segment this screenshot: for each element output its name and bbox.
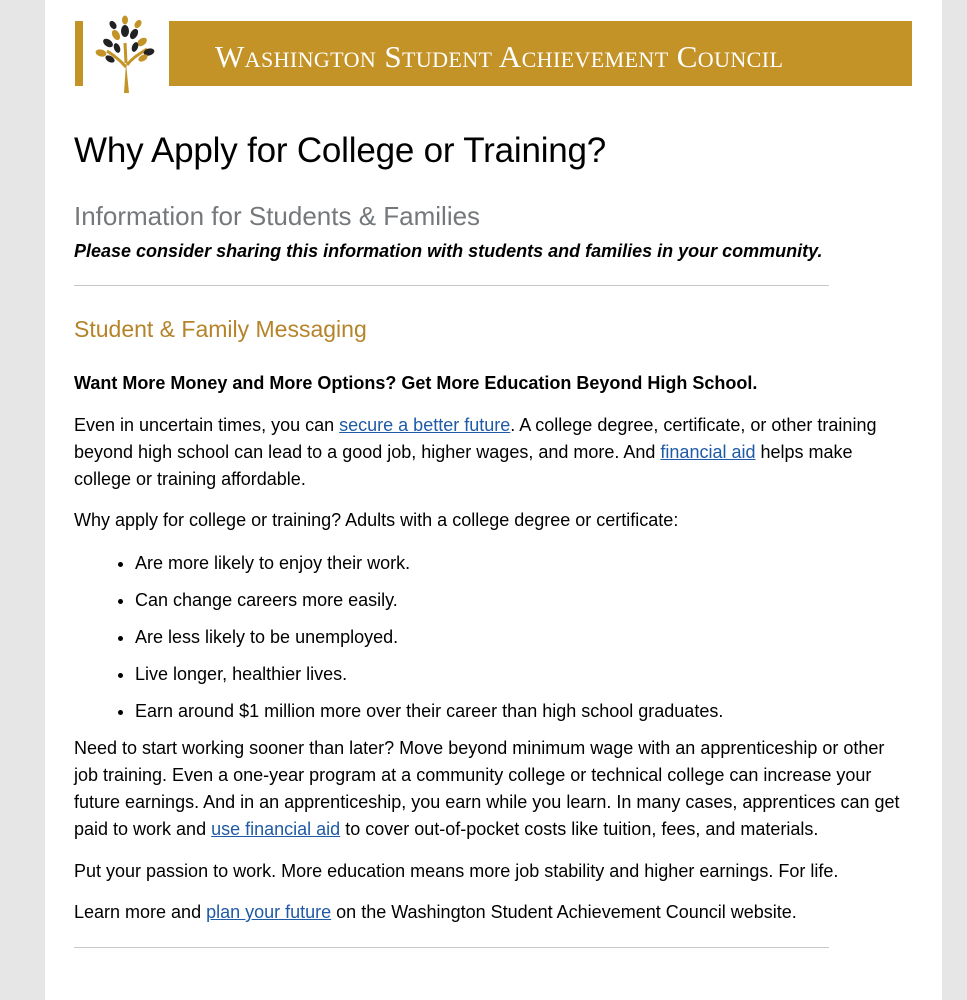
- paragraph-learn-more: [74, 899, 904, 926]
- paragraph-why-apply: Why apply for college or training? Adults with a college degree or certificate:: [74, 510, 679, 530]
- list-item: • Can change careers more easily.: [135, 587, 904, 614]
- main-content: [74, 120, 904, 948]
- list-item: • Are less likely to be unemployed.: [135, 624, 904, 651]
- divider: [74, 285, 829, 286]
- tree-logo-icon: [83, 15, 169, 95]
- learn-more-text-1: Learn more and: [74, 902, 207, 922]
- sharing-note: Please consider sharing this information with students and families in your community.: [74, 241, 823, 261]
- page-subtitle: Information for Students & Families: [74, 201, 481, 231]
- logo-area: [75, 21, 175, 86]
- banner-title: Washington Student Achievement Council: [215, 39, 784, 74]
- intro-text-3: helps make college or training affordable.: [74, 442, 853, 489]
- list-item: • Live longer, healthier lives.: [135, 661, 904, 688]
- plan-your-future-link[interactable]: plan your future: [206, 902, 332, 922]
- page-title: Why Apply for College or Training?: [74, 131, 607, 170]
- paragraph-apprenticeship: [74, 735, 904, 843]
- apprenticeship-text-1: Need to start working sooner than later? Move beyond minimum wage with an apprenticeship or other job training. Even a one-year program at a community college or technical college can increase your future earnings. And in an apprenticeship, you earn while you learn. In many cases, apprentices can get paid to work and: [74, 738, 900, 839]
- paragraph-passion: Put your passion to work. More education means more job stability and higher earnings. For life.: [74, 861, 839, 881]
- secure-better-future-link[interactable]: secure a better future: [339, 415, 511, 435]
- email-page: [45, 0, 942, 1000]
- learn-more-text-2: on the Washington Student Achievement Council website.: [331, 902, 797, 922]
- benefits-list: [74, 550, 904, 725]
- paragraph-intro: [74, 412, 904, 493]
- financial-aid-link[interactable]: financial aid: [660, 442, 756, 462]
- list-item: • Earn around $1 million more over their career than high school graduates.: [135, 698, 904, 725]
- intro-text-2: . A college degree, certificate, or other training beyond high school can lead to a good job, higher wages, and more. And: [74, 415, 877, 462]
- headline: Want More Money and More Options? Get More Education Beyond High School.: [74, 373, 758, 393]
- apprenticeship-text-2: to cover out-of-pocket costs like tuition, fees, and materials.: [340, 819, 819, 839]
- section-title: Student & Family Messaging: [74, 316, 367, 342]
- list-item: • Are more likely to enjoy their work.: [135, 550, 904, 577]
- divider: [74, 947, 829, 948]
- intro-text-1: Even in uncertain times, you can: [74, 415, 340, 435]
- use-financial-aid-link[interactable]: use financial aid: [211, 819, 341, 839]
- header-banner: [75, 21, 912, 86]
